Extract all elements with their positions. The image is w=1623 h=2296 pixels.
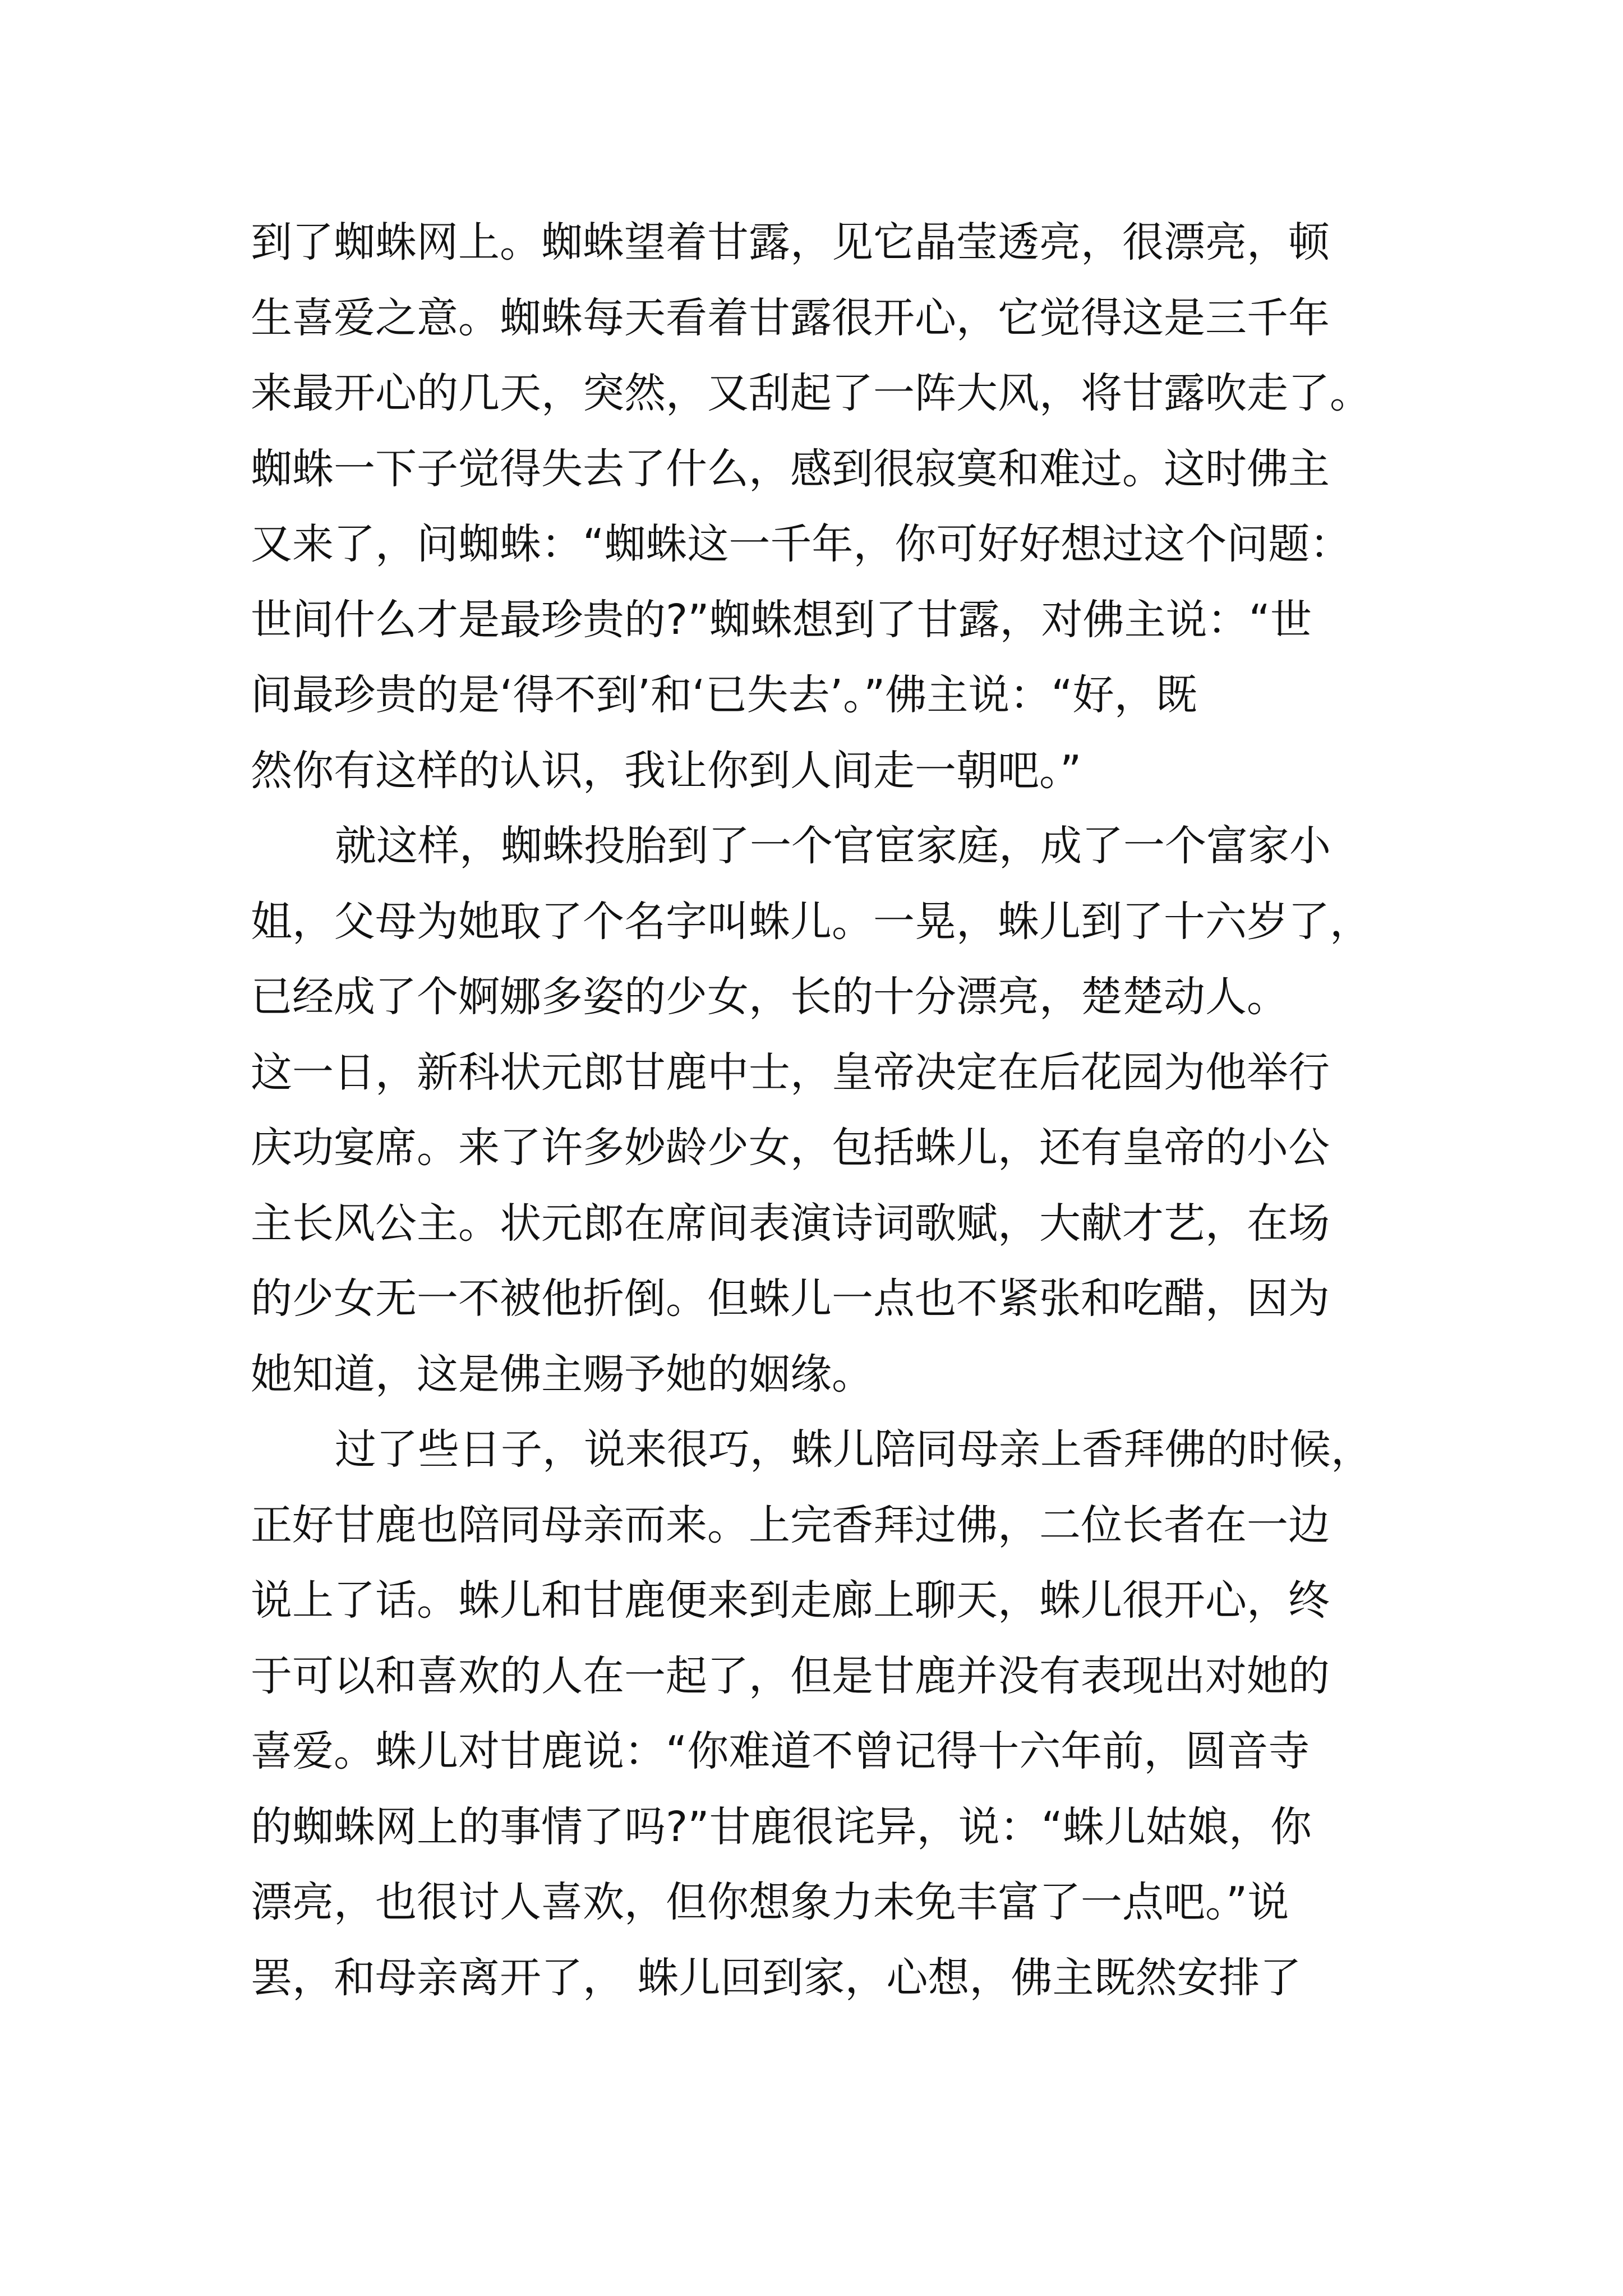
text-line: 于可以和喜欢的人在一起了，但是甘鹿并没有表现出对她的 — [251, 1651, 1330, 1700]
text-line: 罢，和母亲离开了， 蛛儿回到家，心想，佛主既然安排了 — [251, 1953, 1302, 2002]
text-line: 主长风公主。状元郎在席间表演诗词歌赋，大献才艺，在场 — [251, 1199, 1330, 1248]
text-line: 的蜘蛛网上的事情了吗?”甘鹿很诧异，说：“蛛儿姑娘，你 — [251, 1802, 1312, 1851]
text-line: 蜘蛛一下子觉得失去了什么，感到很寂寞和难过。这时佛主 — [251, 444, 1330, 493]
text-line: 又来了，问蜘蛛：“蜘蛛这一千年，你可好好想过这个问题： — [251, 520, 1352, 568]
text-line: 的少女无一不被他折倒。但蛛儿一点也不紧张和吃醋，因为 — [251, 1274, 1330, 1323]
text-line: 她知道，这是佛主赐予她的姻缘。 — [251, 1350, 873, 1398]
text-line: 来最开心的几天，突然，又刮起了一阵大风，将甘露吹走了。 — [251, 369, 1371, 417]
text-line: 庆功宴席。来了许多妙龄少女，包括蛛儿，还有皇帝的小公 — [251, 1124, 1330, 1172]
paragraph-first-line: 过了些日子，说来很巧，蛛儿陪同母亲上香拜佛的时候， — [335, 1425, 1372, 1474]
text-line: 然你有这样的认识，我让你到人间走一朝吧。” — [251, 746, 1082, 795]
text-line: 姐，父母为她取了个名字叫蛛儿。一晃，蛛儿到了十六岁了， — [251, 897, 1371, 946]
text-line: 说上了话。蛛儿和甘鹿便来到走廊上聊天，蛛儿很开心，终 — [251, 1576, 1330, 1625]
text-line: 喜爱。蛛儿对甘鹿说：“你难道不曾记得十六年前，圆音寺 — [251, 1727, 1310, 1775]
text-line: 正好甘鹿也陪同母亲而来。上完香拜过佛，二位长者在一边 — [251, 1501, 1330, 1549]
text-line: 世间什么才是最珍贵的?”蜘蛛想到了甘露，对佛主说：“世 — [251, 595, 1312, 644]
text-line: 生喜爱之意。蜘蛛每天看着甘露很开心，它觉得这是三千年 — [251, 293, 1330, 342]
text-line: 这一日，新科状元郎甘鹿中士，皇帝决定在后花园为他举行 — [251, 1048, 1330, 1097]
body-text — [251, 205, 1384, 2016]
paragraph-first-line: 就这样，蜘蛛投胎到了一个官宦家庭，成了一个富家小 — [335, 822, 1331, 870]
text-line: 漂亮，也很讨人喜欢，但你想象力未免丰富了一点吧。”说 — [251, 1878, 1289, 1926]
text-line: 已经成了个婀娜多姿的少女，长的十分漂亮，楚楚动人。 — [251, 973, 1288, 1021]
text-line: 间最珍贵的是‘得不到’和‘已失去’。”佛主说：“好，既 — [251, 671, 1197, 719]
text-line: 到了蜘蛛网上。蜘蛛望着甘露，见它晶莹透亮，很漂亮，顿 — [251, 218, 1330, 266]
